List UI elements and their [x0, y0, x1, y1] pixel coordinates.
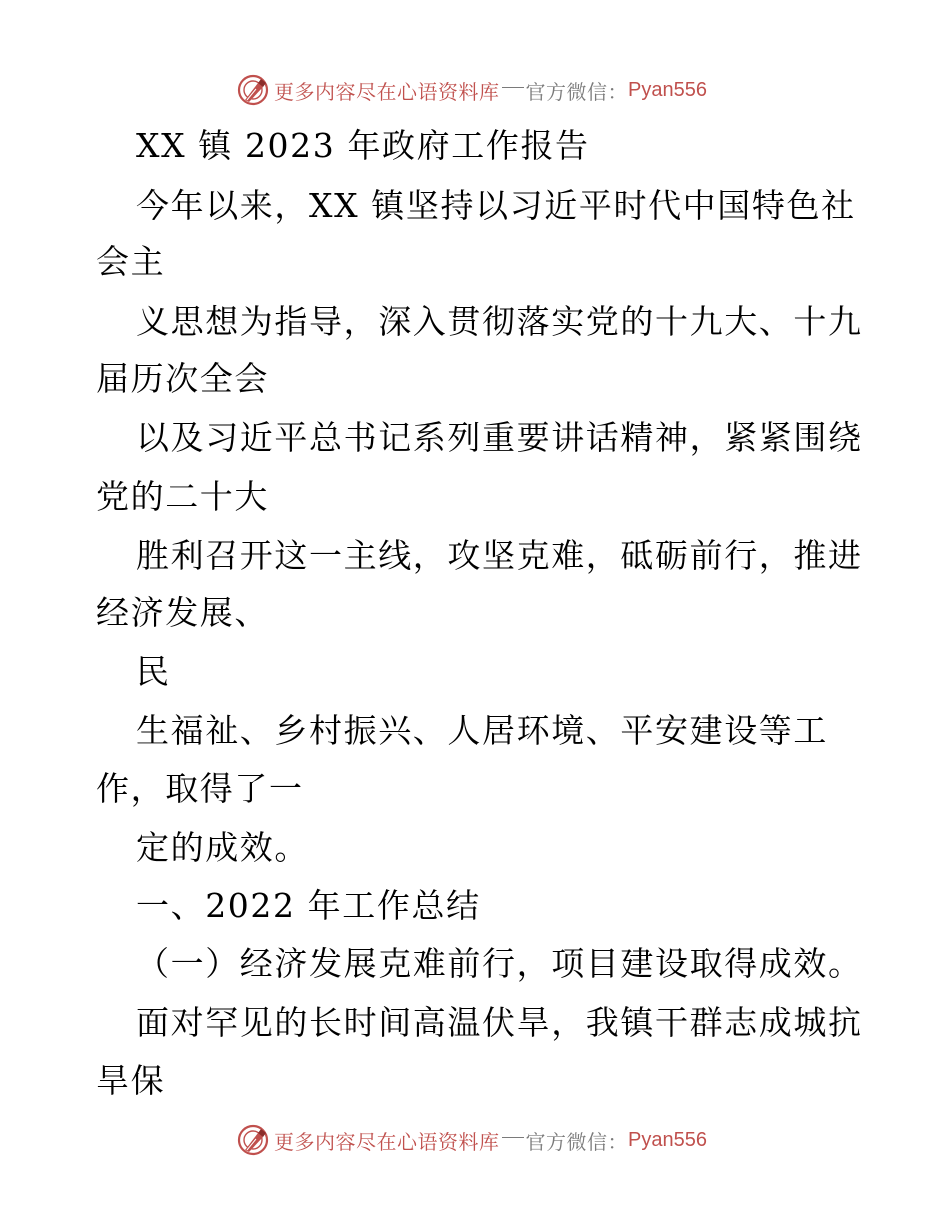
section-heading: 一、2022 年工作总结	[136, 886, 481, 925]
watermark-header	[236, 72, 707, 108]
watermark-text: 更多内容尽在心语资料库	[274, 1129, 500, 1154]
watermark-separator	[502, 87, 524, 88]
watermark-label: 官方微信：	[525, 79, 628, 104]
watermark-account: Pyan556	[628, 78, 707, 101]
text-line: 党的二十大	[96, 477, 269, 516]
text-line: 会主	[96, 242, 166, 281]
watermark-footer	[236, 1122, 707, 1158]
text-line: 以及习近平总书记系列重要讲话精神，紧紧围绕	[136, 418, 863, 457]
text-line: 面对罕见的长时间高温伏旱，我镇干群志成城抗	[136, 1003, 863, 1042]
pen-nib-logo-icon	[236, 1123, 270, 1157]
text-line: 胜利召开这一主线，攻坚克难，砥砺前行，推进	[136, 536, 863, 575]
text-line: 生福祉、乡村振兴、人居环境、平安建设等工	[136, 711, 828, 750]
text-line: 作，取得了一	[96, 769, 304, 808]
text-line: 民	[136, 652, 171, 691]
text-line: 经济发展、	[96, 593, 269, 632]
pen-nib-logo-icon	[236, 73, 270, 107]
text-line: 定的成效。	[136, 828, 309, 867]
watermark-separator	[502, 1137, 524, 1138]
text-line: 今年以来，XX 镇坚持以习近平时代中国特色社	[136, 186, 856, 225]
watermark-text: 更多内容尽在心语资料库	[274, 79, 500, 104]
watermark-label: 官方微信：	[525, 1129, 628, 1154]
text-line: 届历次全会	[96, 359, 269, 398]
text-line: 旱保	[96, 1061, 166, 1100]
document-title: XX 镇 2023 年政府工作报告	[136, 126, 590, 165]
subsection-heading: （一）经济发展克难前行，项目建设取得成效。	[136, 944, 863, 983]
text-line: 义思想为指导，深入贯彻落实党的十九大、十九	[136, 302, 863, 341]
watermark-account: Pyan556	[628, 1128, 707, 1151]
